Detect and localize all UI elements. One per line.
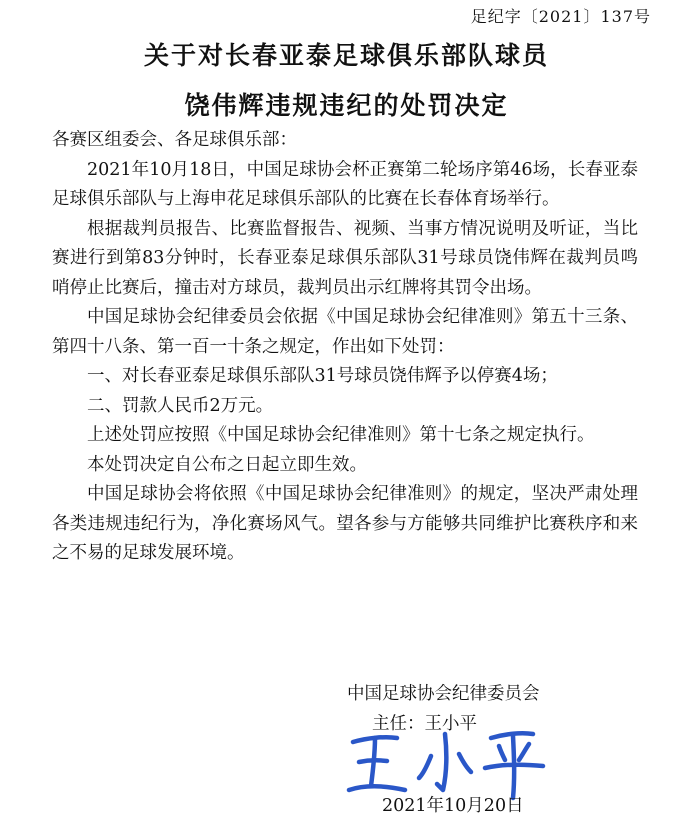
paragraph-incident: 根据裁判员报告、比赛监督报告、视频、当事方情况说明及听证，当比赛进行到第83分钟时，长春亚泰足球俱乐部队31号球员饶伟辉在裁判员鸣哨停止比赛后，撞击对方球员，裁判员出示红牌将其罚令出场。 [52, 218, 638, 298]
paragraph-basis: 中国足球协会纪律委员会依据《中国足球协会纪律准则》第五十三条、第四十八条、第一百一十条之规定，作出如下处罚： [52, 307, 638, 357]
document-title-line-1: 关于对长春亚泰足球俱乐部队球员 [143, 41, 549, 70]
chair-name-line: 主任：王小平 [372, 714, 477, 734]
signing-organization: 中国足球协会纪律委员会 [347, 684, 540, 704]
addressee: 各赛区组委会、各足球俱乐部： [52, 130, 297, 150]
paragraph-execution: 上述处罚应按照《中国足球协会纪律准则》第十七条之规定执行。 [87, 425, 595, 445]
penalty-item-1: 一、对长春亚泰足球俱乐部队31号球员饶伟辉予以停赛4场； [87, 366, 558, 386]
document-body [52, 126, 638, 569]
penalty-item-2: 二、罚款人民币2万元。 [87, 395, 274, 416]
signature-date: 2021年10月20日 [382, 796, 524, 816]
paragraph-closing: 中国足球协会将依照《中国足球协会纪律准则》的规定，坚决严肃处理各类违规违纪行为，净化赛场风气。望各参与方能够共同维护比赛秩序和来之不易的足球发展环境。 [52, 484, 638, 563]
paragraph-effective: 本处罚决定自公布之日起立即生效。 [87, 454, 367, 475]
document-title-line-2: 饶伟辉违规违纪的处罚决定 [184, 91, 509, 120]
document-number: 足纪字〔2021〕137号 [470, 7, 651, 26]
paragraph-match-info: 2021年10月18日，中国足球协会杯正赛第二轮场序第46场，长春亚泰足球俱乐部队与上海申花足球俱乐部队的比赛在长春体育场举行。 [52, 159, 638, 209]
